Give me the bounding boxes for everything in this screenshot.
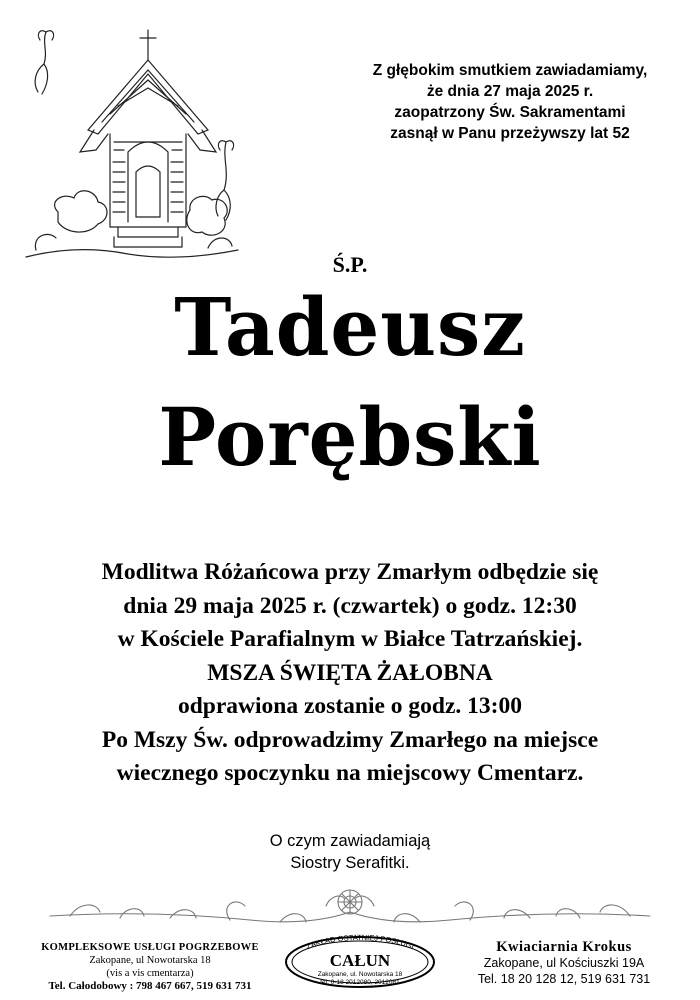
announcement-text <box>0 556 700 791</box>
closing-line: O czym zawiadamiają <box>269 832 431 850</box>
funeral-services-note: (vis a vis cmentarza) <box>106 968 194 979</box>
announcement-line: wiecznego spoczynku na miejscowy Cmentarz. <box>116 760 584 786</box>
logo-phone: tel. 0-18 2012080, 2012081 <box>320 979 400 986</box>
intro-line: że dnia 27 maja 2025 r. <box>426 83 594 100</box>
intro-line: Z głębokim smutkiem zawiadamiamy, <box>372 62 648 79</box>
funeral-services-address: Zakopane, ul Nowotarska 18 <box>89 955 211 966</box>
florist-address: Zakopane, ul Kościuszki 19A <box>483 956 645 970</box>
closing-text <box>0 830 700 874</box>
funeral-services-title: KOMPLEKSOWE USŁUGI POGRZEBOWE <box>41 942 259 953</box>
logo-name: CAŁUN <box>329 951 391 970</box>
intro-text <box>360 60 660 144</box>
deceased-first-name: Tadeusz <box>174 280 526 374</box>
announcement-line: MSZA ŚWIĘTA ŻAŁOBNA <box>207 659 493 686</box>
funeral-services-info <box>0 941 300 993</box>
floral-ornament <box>30 876 670 932</box>
announcement-line: w Kościele Parafialnym w Białce Tatrzańskiej. <box>117 626 583 652</box>
florist-title: Kwiaciarnia Krokus <box>496 939 632 955</box>
florist-phone: Tel. 18 20 128 12, 519 631 731 <box>477 972 651 986</box>
florist-info <box>448 939 680 987</box>
chapel-illustration <box>18 22 243 272</box>
announcement-line: Po Mszy Św. odprowadzimy Zmarłego na miejsce <box>101 726 599 753</box>
announcement-line: odprawiona zostanie o godz. 13:00 <box>177 693 523 719</box>
deceased-prefix: Ś.P. <box>332 252 368 277</box>
logo-address: Zakopane, ul. Nowotarska 18 <box>317 971 403 978</box>
announcement-line: dnia 29 maja 2025 r. (czwartek) o godz. 12:30 <box>123 592 577 619</box>
announcement-line: Modlitwa Różańcowa przy Zmarłym odbędzie się <box>101 559 599 585</box>
intro-line: zasnął w Panu przeżywszy lat 52 <box>390 125 630 142</box>
closing-line: Siostry Serafitki. <box>290 854 410 872</box>
calun-logo <box>282 934 438 990</box>
funeral-services-phone: Tel. Całodobowy : 798 467 667, 519 631 731 <box>48 980 252 992</box>
intro-line: zaopatrzony Św. Sakramentami <box>394 104 626 121</box>
deceased-last-name: Porębski <box>158 390 542 484</box>
logo-arc-text: ZAKŁAD OSTATNIEJ POSŁUGI <box>304 934 416 952</box>
